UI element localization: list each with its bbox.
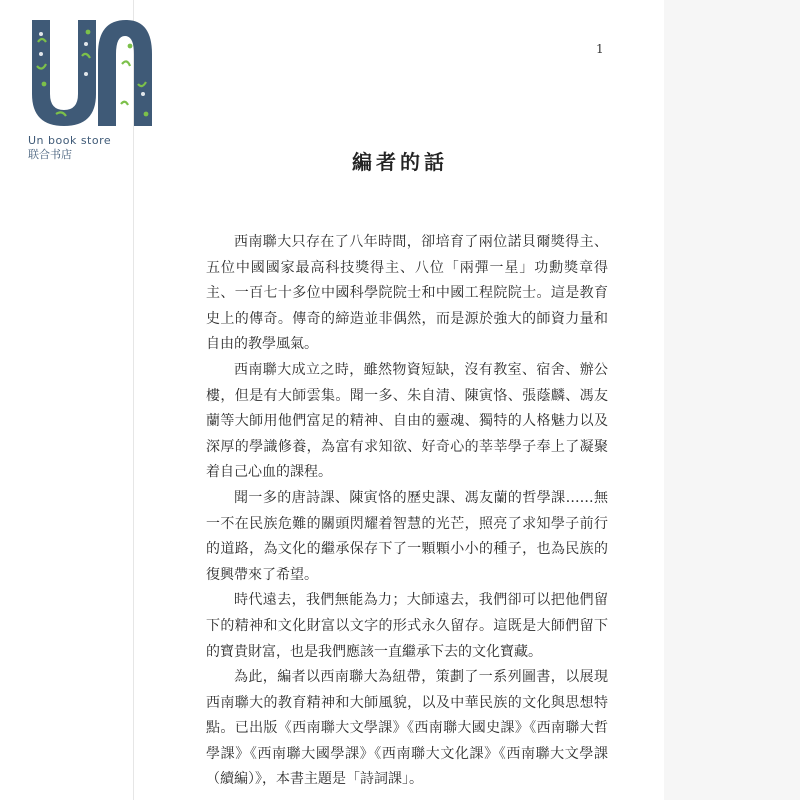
paragraph: 西南聯大只存在了八年時間，卻培育了兩位諾貝爾獎得主、五位中國國家最高科技獎得主、八位「兩彈一星」功勳獎章得主、一百七十多位中國科學院院士和中國工程院院士。這是教育史上的傳奇。傳奇的締造並非偶然，而是源於強大的師資力量和自由的教學風氣。 <box>206 234 608 353</box>
paragraph: 時代遠去，我們無能為力；大師遠去，我們卻可以把他們留下的精神和文化財富以文字的形式永久留存。這既是大師們留下的寶貴財富，也是我們應該一直繼承下去的文化寶藏。 <box>206 592 608 660</box>
body-text <box>206 230 608 793</box>
paragraph: 西南聯大成立之時，雖然物資短缺，沒有教室、宿舍、辦公樓，但是有大師雲集。聞一多、朱自清、陳寅恪、張蔭麟、馮友蘭等大師用他們富足的精神、自由的靈魂、獨特的人格魅力以及深厚的學識修養，為富有求知欲、好奇心的莘莘學子奉上了凝聚着自己心血的課程。 <box>206 361 608 481</box>
logo-text-en: Un book store <box>28 134 112 147</box>
paragraph: 為此，編者以西南聯大為紐帶，策劃了一系列圖書，以展現西南聯大的教育精神和大師風貌，以及中華民族的文化與思想特點。已出版《西南聯大文學課》《西南聯大國史課》《西南聯大哲學課》《西南聯大國學課》《西南聯大文化課》《西南聯大文學課（續編）》，本書主題是「詩詞課」。 <box>206 669 608 788</box>
right-margin <box>664 0 800 800</box>
page-title: 編者的話 <box>352 150 448 174</box>
logo-text-cn: 联合书店 <box>28 148 72 161</box>
page-number: 1 <box>596 42 604 56</box>
logo-mark-icon <box>26 14 152 134</box>
paragraph: 聞一多的唐詩課、陳寅恪的歷史課、馮友蘭的哲學課……無一不在民族危難的關頭閃耀着智慧的光芒，照亮了求知學子前行的道路，為文化的繼承保存下了一顆顆小小的種子，也為民族的復興帶來了希望。 <box>206 489 608 583</box>
